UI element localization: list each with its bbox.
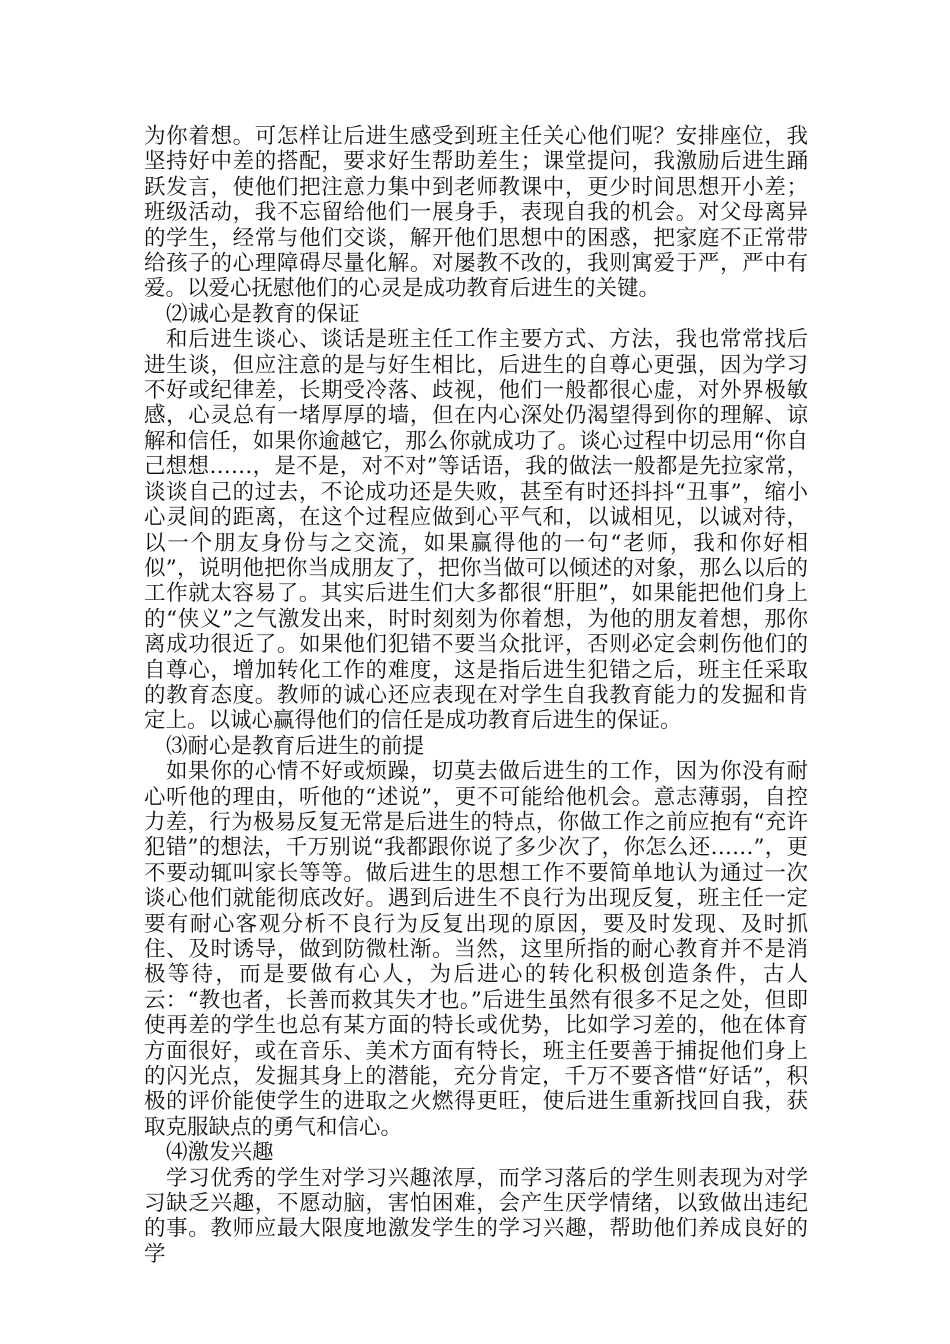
paragraph-interest: 学习优秀的学生对学习兴趣浓厚，而学习落后的学生则表现为对学习缺乏兴趣，不愿动脑，害怕困难，会产生厌学情绪，以致做出违纪的事。教师应最大限度地激发学生的学习兴趣，帮助他们养成良好的学 <box>144 1165 808 1267</box>
document-page <box>144 124 808 1267</box>
heading-sincerity: ⑵诚心是教育的保证 <box>166 301 360 327</box>
paragraph-care: 为你着想。可怎样让后进生感受到班主任关心他们呢？安排座位，我坚持好中差的搭配，要求好生帮助差生；课堂提问，我激励后进生踊跃发言，使他们把注意力集中到老师教课中，更少时间思想开小差；班级活动，我不忘留给他们一展身手，表现自我的机会。对父母离异的学生，经常与他们交谈，解开他们思想中的困惑，把家庭不正常带给孩子的心理障碍尽量化解。对屡教不改的，我则寓爱于严，严中有爱。以爱心抚慰他们的心灵是成功教育后进生的关键。 <box>144 124 808 302</box>
paragraph-patience: 如果你的心情不好或烦躁，切莫去做后进生的工作，因为你没有耐心听他的理由，听他的“述说”，更不可能给他机会。意志薄弱，自控力差，行为极易反复无常是后进生的特点，你做工作之前应抱有“充许犯错”的想法，千万别说“我都跟你说了多少次了，你怎么还……”，更不要动辄叫家长等等。做后进生的思想工作不要简单地认为通过一次谈心他们就能彻底改好。遇到后进生不良行为出现反复，班主任一定要有耐心客观分析不良行为反复出现的原因，要及时发现、及时抓住、及时诱导，做到防微杜渐。当然，这里所指的耐心教育并不是消极等待，而是要做有心人，为后进心的转化积极创造条件，古人云：“教也者，长善而救其失才也。”后进生虽然有很多不足之处，但即使再差的学生也总有某方面的特长或优势，比如学习差的，他在体育方面很好，或在音乐、美术方面有特长，班主任要善于捕捉他们身上的闪光点，发掘其身上的潜能，充分肯定，千万不要吝惜“好话”，积极的评价能使学生的进取之火燃得更旺，使后进生重新找回自我，获取克服缺点的勇气和信心。 <box>144 759 808 1140</box>
heading-patience: ⑶耐心是教育后进生的前提 <box>166 733 425 759</box>
heading-interest: ⑷激发兴趣 <box>166 1140 274 1166</box>
paragraph-sincerity: 和后进生谈心、谈话是班主任工作主要方式、方法，我也常常找后进生谈，但应注意的是与好生相比，后进生的自尊心更强，因为学习不好或纪律差，长期受冷落、歧视，他们一般都很心虚，对外界极敏感，心灵总有一堵厚厚的墙，但在内心深处仍渴望得到你的理解、谅解和信任，如果你逾越它，那么你就成功了。谈心过程中切忌用“你自己想想……，是不是，对不对”等话语，我的做法一般都是先拉家常，谈谈自己的过去，不论成功还是失败，甚至有时还抖抖“丑事”，缩小心灵间的距离，在这个过程应做到心平气和，以诚相见，以诚对待，以一个朋友身份与之交流，如果赢得他的一句“老师，我和你好相似”，说明他把你当成朋友了，把你当做可以倾述的对象，那么以后的工作就太容易了。其实后进生们大多都很“肝胆”，如果能把他们身上的“侠义”之气激发出来，时时刻刻为你着想，为他的朋友着想，那你离成功很近了。如果他们犯错不要当众批评，否则必定会刺伤他们的自尊心，增加转化工作的难度，这是指后进生犯错之后，班主任采取的教育态度。教师的诚心还应表现在对学生自我教育能力的发掘和肯定上。以诚心赢得他们的信任是成功教育后进生的保证。 <box>144 327 808 734</box>
